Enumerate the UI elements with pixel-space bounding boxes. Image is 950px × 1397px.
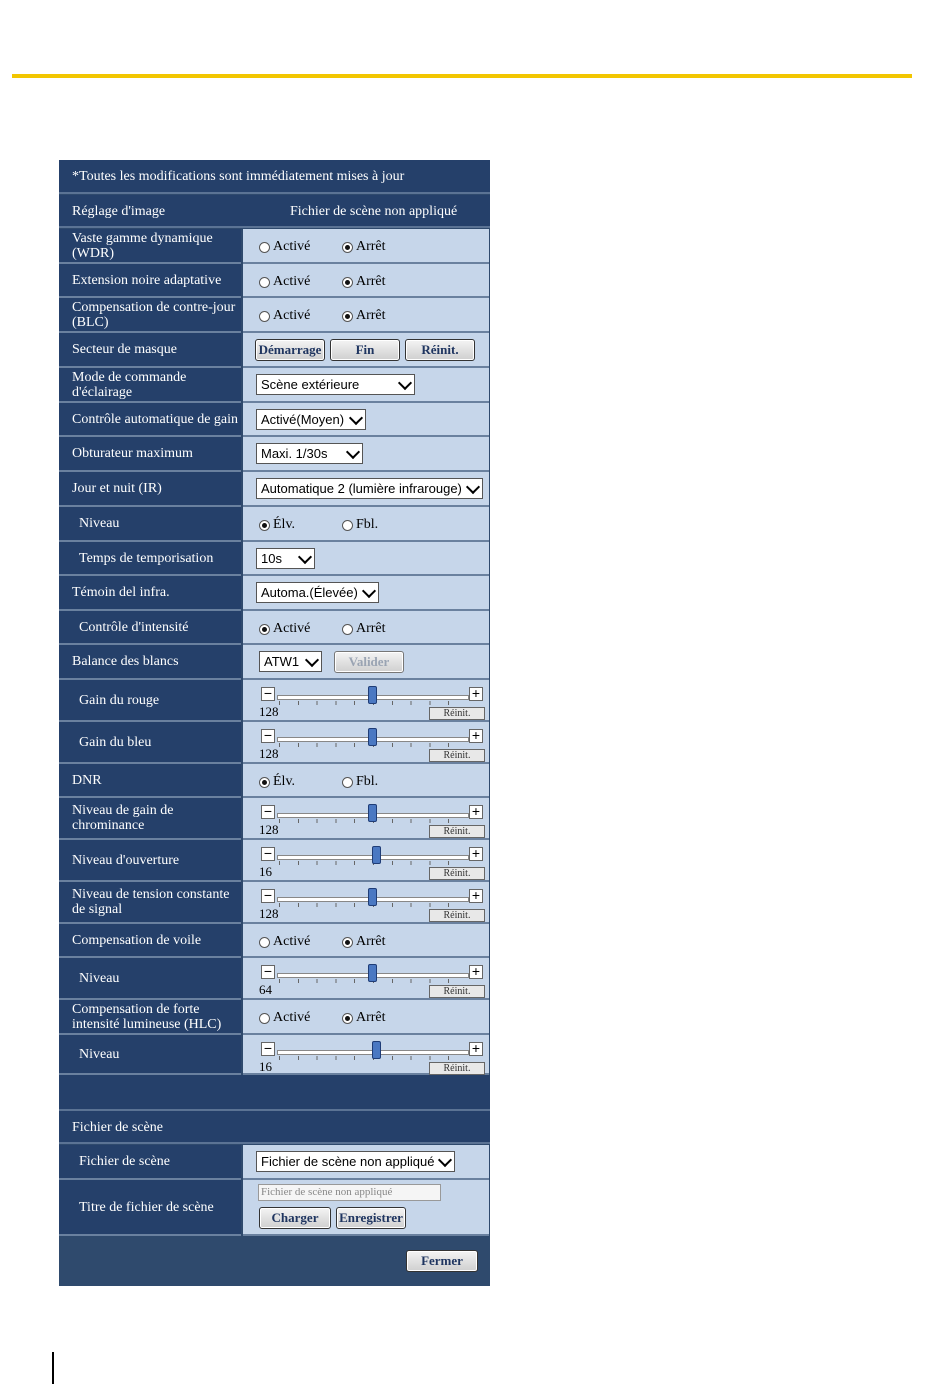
row-chroma-gain	[59, 798, 490, 840]
radio-label: Fbl.	[356, 774, 379, 789]
decrease-button[interactable]: −	[261, 847, 275, 861]
slider-value: 128	[259, 746, 279, 761]
increase-button[interactable]: +	[469, 847, 483, 861]
mask-end-button[interactable]: Fin	[330, 339, 400, 361]
row-value	[243, 368, 489, 403]
row-label: DNR	[59, 764, 241, 798]
section-label: Réglage d'image	[72, 204, 166, 219]
row-label: Niveau de gain de chrominance	[59, 798, 241, 840]
radio-dot	[259, 520, 270, 531]
slider-value: 128	[259, 822, 279, 837]
page-margin-line	[52, 1352, 54, 1384]
decrease-button[interactable]: −	[261, 687, 275, 701]
decrease-button[interactable]: −	[261, 805, 275, 819]
chevron-down-icon	[349, 411, 363, 425]
row-dwell-time	[59, 542, 490, 576]
adaptive-black-off-radio[interactable]	[342, 274, 386, 290]
row-value	[243, 680, 489, 722]
row-value	[243, 1000, 489, 1035]
row-label: Gain du rouge	[59, 680, 241, 722]
row-label: Obturateur maximum	[59, 437, 241, 472]
mask-reset-button[interactable]: Réinit.	[405, 339, 475, 361]
row-blue-gain	[59, 722, 490, 764]
increase-button[interactable]: +	[469, 1042, 483, 1056]
slider-thumb[interactable]	[368, 804, 377, 822]
ir-level-low-radio[interactable]	[342, 517, 378, 533]
row-label: Niveau	[59, 507, 241, 542]
row-label: Temps de temporisation	[59, 542, 241, 576]
row-adaptive-black	[59, 264, 490, 298]
row-fog-level	[59, 958, 490, 1000]
mask-start-button[interactable]: Démarrage	[255, 339, 325, 361]
chevron-down-icon	[398, 376, 412, 390]
aperture-slider[interactable]	[259, 844, 485, 880]
hlc-on-radio[interactable]	[259, 1010, 310, 1026]
radio-label: Fbl.	[356, 517, 379, 532]
slider-value: 16	[259, 864, 272, 879]
fog-level-slider[interactable]	[259, 962, 485, 998]
ir-led-select[interactable]	[256, 582, 379, 603]
radio-label: Élv.	[273, 774, 296, 789]
chevron-down-icon	[305, 653, 319, 667]
radio-label: Activé	[273, 308, 311, 323]
intensity-on-radio[interactable]	[259, 621, 310, 637]
radio-label: Activé	[273, 1010, 311, 1025]
row-label: Gain du bleu	[59, 722, 241, 764]
row-lighting-mode	[59, 368, 490, 403]
row-value	[243, 882, 489, 924]
slider-value: 128	[259, 906, 279, 921]
select-value: 10s	[261, 551, 282, 566]
decrease-button[interactable]: −	[261, 965, 275, 979]
select-value: Fichier de scène non appliqué	[261, 1154, 435, 1169]
row-value	[243, 645, 489, 680]
radio-label: Activé	[273, 274, 311, 289]
row-value	[243, 576, 489, 611]
wdr-off-radio[interactable]	[342, 239, 386, 255]
radio-dot	[259, 937, 270, 948]
row-value	[243, 798, 489, 840]
row-label: Compensation de contre-jour (BLC)	[59, 298, 241, 333]
row-label: Niveau de tension constante de signal	[59, 882, 241, 924]
day-night-select[interactable]	[256, 478, 483, 499]
radio-label: Élv.	[273, 517, 296, 532]
blc-off-radio[interactable]	[342, 308, 386, 324]
row-label: Témoin del infra.	[59, 576, 241, 611]
row-scene-title	[59, 1180, 490, 1236]
row-label: Vaste gamme dynamique (WDR)	[59, 229, 241, 264]
row-fog-compensation	[59, 924, 490, 958]
row-blc	[59, 298, 490, 333]
slider-reset-button[interactable]: Réinit.	[429, 985, 485, 998]
header-accent-bar	[12, 74, 912, 78]
row-hlc-level	[59, 1035, 490, 1075]
row-hlc	[59, 1000, 490, 1035]
decrease-button[interactable]: −	[261, 1042, 275, 1056]
increase-button[interactable]: +	[469, 965, 483, 979]
scene-file-select[interactable]	[256, 1151, 455, 1172]
row-value	[243, 1035, 489, 1075]
slider-thumb[interactable]	[372, 846, 381, 864]
fog-on-radio[interactable]	[259, 934, 310, 950]
select-value: ATW1	[264, 654, 300, 669]
chevron-down-icon	[466, 480, 480, 494]
red-gain-slider[interactable]	[259, 684, 485, 720]
select-value: Scène extérieure	[261, 377, 360, 392]
row-label: Compensation de forte intensité lumineuse (HLC)	[59, 1000, 241, 1035]
row-value	[243, 403, 489, 437]
radio-dot	[259, 624, 270, 635]
select-value: Activé(Moyen)	[261, 412, 345, 427]
chevron-down-icon	[346, 445, 360, 459]
slider-value: 64	[259, 982, 272, 997]
radio-label: Arrêt	[356, 239, 386, 254]
select-value: Maxi. 1/30s	[261, 446, 328, 461]
white-balance-select[interactable]	[259, 651, 322, 672]
dnr-high-radio[interactable]	[259, 774, 295, 790]
row-label: Extension noire adaptative	[59, 264, 241, 298]
row-value	[243, 298, 489, 333]
radio-dot	[342, 624, 353, 635]
radio-dot	[342, 311, 353, 322]
row-value	[243, 924, 489, 958]
lighting-mode-select[interactable]	[256, 374, 415, 395]
dwell-time-select[interactable]	[256, 548, 315, 569]
row-value	[243, 507, 489, 542]
select-value: Automatique 2 (lumière infrarouge)	[261, 481, 462, 496]
decrease-button[interactable]: −	[261, 729, 275, 743]
pedestal-slider[interactable]	[259, 886, 485, 922]
row-intensity-control	[59, 611, 490, 645]
row-label: Niveau	[59, 958, 241, 1000]
row-label: Compensation de voile	[59, 924, 241, 958]
select-value: Automa.(Élevée)	[261, 585, 358, 600]
adaptive-black-on-radio[interactable]	[259, 274, 310, 290]
close-button[interactable]: Fermer	[406, 1250, 478, 1272]
row-value	[243, 229, 489, 264]
row-ir-level	[59, 507, 490, 542]
slider-thumb[interactable]	[368, 728, 377, 746]
increase-button[interactable]: +	[469, 889, 483, 903]
radio-dot	[342, 937, 353, 948]
row-value	[243, 472, 489, 507]
row-day-night	[59, 472, 490, 507]
max-shutter-select[interactable]	[256, 443, 363, 464]
row-value	[243, 1180, 489, 1236]
slider-thumb[interactable]	[368, 686, 377, 704]
radio-dot	[259, 777, 270, 788]
scene-title-input[interactable]: Fichier de scène non appliqué	[258, 1184, 441, 1201]
slider-reset-button[interactable]: Réinit.	[429, 867, 485, 880]
chroma-gain-slider[interactable]	[259, 802, 485, 838]
row-value	[243, 1145, 489, 1180]
row-pedestal-level	[59, 882, 490, 924]
row-label: Contrôle automatique de gain	[59, 403, 241, 437]
update-notice: *Toutes les modifications sont immédiatement mises à jour	[59, 160, 490, 194]
slider-value: 16	[259, 1059, 272, 1074]
row-label: Niveau d'ouverture	[59, 840, 241, 882]
row-value	[243, 542, 489, 576]
increase-button[interactable]: +	[469, 805, 483, 819]
scene-file-section-title: Fichier de scène	[59, 1111, 490, 1144]
row-aperture-level	[59, 840, 490, 882]
radio-dot	[342, 1013, 353, 1024]
radio-label: Activé	[273, 934, 311, 949]
row-agc	[59, 403, 490, 437]
section-spacer	[59, 1075, 490, 1111]
intensity-off-radio[interactable]	[342, 621, 386, 637]
row-value	[243, 437, 489, 472]
slider-thumb[interactable]	[368, 888, 377, 906]
row-wdr	[59, 229, 490, 264]
row-label: Jour et nuit (IR)	[59, 472, 241, 507]
radio-label: Activé	[273, 239, 311, 254]
blue-gain-slider[interactable]	[259, 726, 485, 762]
slider-reset-button[interactable]: Réinit.	[429, 1062, 485, 1075]
chevron-down-icon	[298, 550, 312, 564]
fog-off-radio[interactable]	[342, 934, 386, 950]
increase-button[interactable]: +	[469, 729, 483, 743]
slider-reset-button[interactable]: Réinit.	[429, 749, 485, 762]
radio-dot	[259, 277, 270, 288]
row-value	[243, 264, 489, 298]
increase-button[interactable]: +	[469, 687, 483, 701]
row-value	[243, 722, 489, 764]
load-button[interactable]: Charger	[259, 1207, 331, 1229]
radio-label: Arrêt	[356, 274, 386, 289]
row-max-shutter	[59, 437, 490, 472]
slider-value: 128	[259, 704, 279, 719]
row-label: Mode de commande d'éclairage	[59, 368, 241, 403]
scene-status: Fichier de scène non appliqué	[290, 204, 458, 219]
chevron-down-icon	[438, 1153, 452, 1167]
row-dnr	[59, 764, 490, 798]
white-balance-set-button[interactable]: Valider	[334, 651, 404, 673]
row-label: Niveau	[59, 1035, 241, 1075]
radio-label: Arrêt	[356, 934, 386, 949]
image-settings-panel	[59, 160, 490, 1286]
radio-label: Arrêt	[356, 621, 386, 636]
radio-dot	[259, 242, 270, 253]
row-ir-led	[59, 576, 490, 611]
chevron-down-icon	[362, 584, 376, 598]
hlc-off-radio[interactable]	[342, 1010, 386, 1026]
radio-dot	[342, 777, 353, 788]
slider-reset-button[interactable]: Réinit.	[429, 909, 485, 922]
row-scene-file	[59, 1145, 490, 1180]
dnr-low-radio[interactable]	[342, 774, 378, 790]
row-mask-area	[59, 333, 490, 368]
row-red-gain	[59, 680, 490, 722]
wdr-on-radio[interactable]	[259, 239, 310, 255]
row-value	[243, 611, 489, 645]
slider-thumb[interactable]	[372, 1041, 381, 1059]
row-value	[243, 840, 489, 882]
row-value	[243, 764, 489, 798]
row-white-balance	[59, 645, 490, 680]
image-settings-header	[59, 195, 490, 228]
row-value	[243, 958, 489, 1000]
radio-dot	[342, 520, 353, 531]
decrease-button[interactable]: −	[261, 889, 275, 903]
radio-dot	[259, 1013, 270, 1024]
save-button[interactable]: Enregistrer	[336, 1207, 406, 1229]
row-label: Titre de fichier de scène	[59, 1180, 241, 1236]
slider-reset-button[interactable]: Réinit.	[429, 825, 485, 838]
row-label: Secteur de masque	[59, 333, 241, 368]
radio-dot	[342, 277, 353, 288]
hlc-level-slider[interactable]	[259, 1039, 485, 1075]
blc-on-radio[interactable]	[259, 308, 310, 324]
row-value	[243, 333, 489, 368]
radio-dot	[259, 311, 270, 322]
radio-label: Activé	[273, 621, 311, 636]
slider-thumb[interactable]	[368, 964, 377, 982]
row-label: Contrôle d'intensité	[59, 611, 241, 645]
slider-reset-button[interactable]: Réinit.	[429, 707, 485, 720]
radio-label: Arrêt	[356, 1010, 386, 1025]
ir-level-high-radio[interactable]	[259, 517, 295, 533]
row-label: Balance des blancs	[59, 645, 241, 680]
row-label: Fichier de scène	[59, 1145, 241, 1180]
radio-dot	[342, 242, 353, 253]
agc-select[interactable]	[256, 409, 366, 430]
radio-label: Arrêt	[356, 308, 386, 323]
